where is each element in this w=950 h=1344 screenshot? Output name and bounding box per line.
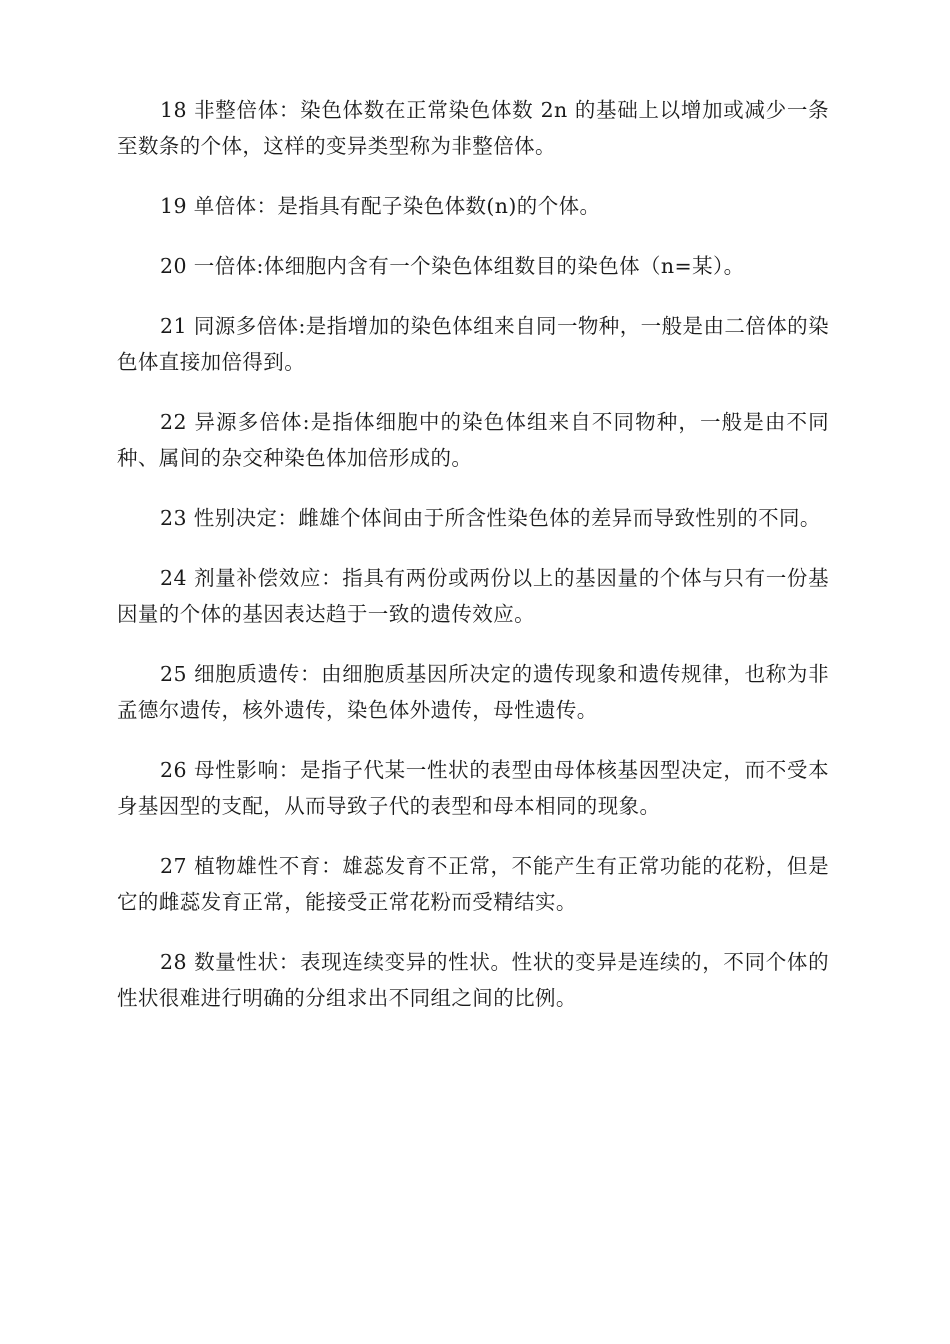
- paragraph-24-dosage-compensation: 24 剂量补偿效应：指具有两份或两份以上的基因量的个体与只有一份基因量的个体的基因表达趋于一致的遗传效应。: [117, 566, 829, 626]
- paragraph-28-quantitative-trait: 28 数量性状：表现连续变异的性状。性状的变异是连续的，不同个体的性状很难进行明确的分组求出不同组之间的比例。: [117, 950, 829, 1010]
- paragraph-26-maternal-effect: 26 母性影响：是指子代某一性状的表型由母体核基因型决定，而不受本身基因型的支配，从而导致子代的表型和母本相同的现象。: [117, 758, 829, 818]
- paragraph-18-aneuploid: 18 非整倍体：染色体数在正常染色体数 2n 的基础上以增加或减少一条至数条的个体，这样的变异类型称为非整倍体。: [117, 98, 829, 158]
- paragraph-25-cytoplasmic-inheritance: 25 细胞质遗传：由细胞质基因所决定的遗传现象和遗传规律，也称为非孟德尔遗传，核外遗传，染色体外遗传，母性遗传。: [117, 662, 829, 722]
- paragraph-23-sex-determination: 23 性别决定：雌雄个体间由于所含性染色体的差异而导致性别的不同。: [160, 506, 821, 530]
- paragraph-22-allopolyploid: 22 异源多倍体:是指体细胞中的染色体组来自不同物种，一般是由不同种、属间的杂交种染色体加倍形成的。: [117, 410, 829, 470]
- document-body: [117, 92, 829, 1040]
- paragraph-27-male-sterility: 27 植物雄性不育：雄蕊发育不正常，不能产生有正常功能的花粉，但是它的雌蕊发育正常，能接受正常花粉而受精结实。: [117, 854, 829, 914]
- paragraph-19-haploid: 19 单倍体：是指具有配子染色体数(n)的个体。: [160, 194, 601, 218]
- paragraph-21-autopolyploid: 21 同源多倍体:是指增加的染色体组来自同一物种，一般是由二倍体的染色体直接加倍得到。: [117, 314, 829, 374]
- paragraph-20-monoploid: 20 一倍体:体细胞内含有一个染色体组数目的染色体（n=某）。: [160, 254, 745, 278]
